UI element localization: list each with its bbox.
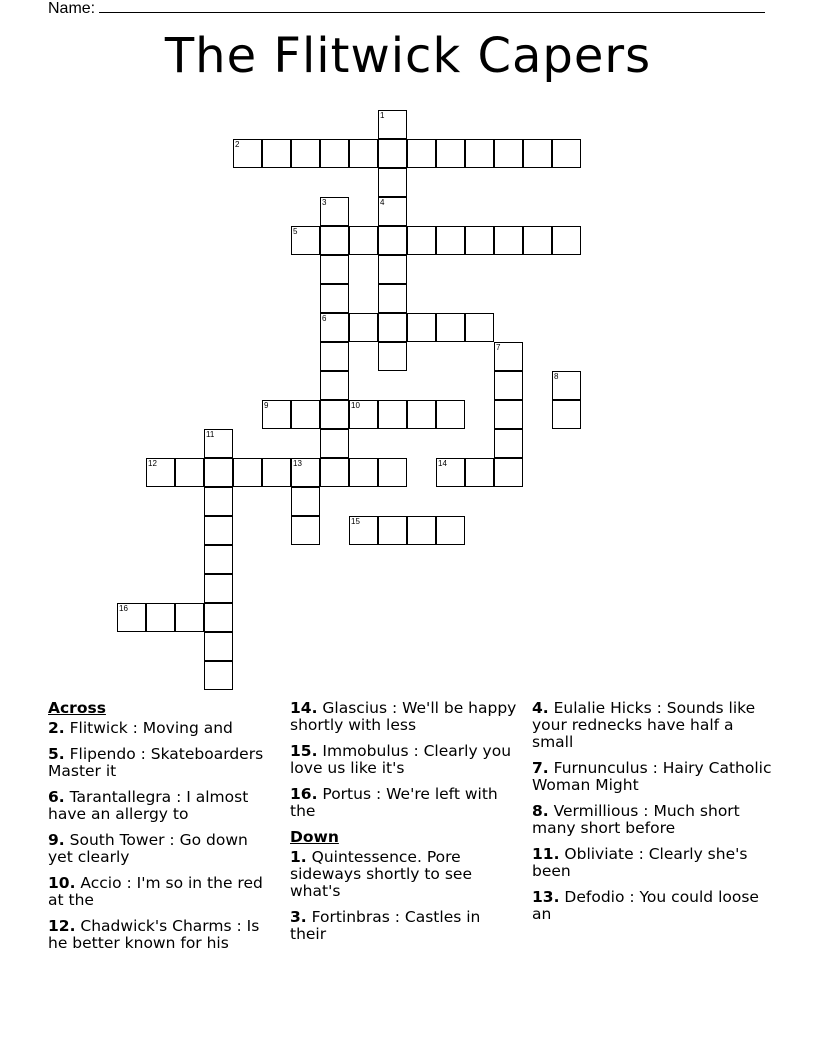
cell-number: 2 bbox=[235, 140, 240, 149]
clue-column-2 bbox=[290, 700, 518, 952]
grid-cell[interactable] bbox=[378, 458, 407, 487]
grid-cell[interactable] bbox=[204, 487, 233, 516]
grid-cell[interactable] bbox=[523, 226, 552, 255]
grid-cell[interactable] bbox=[204, 632, 233, 661]
grid-cell[interactable] bbox=[378, 342, 407, 371]
grid-cell[interactable] bbox=[494, 139, 523, 168]
grid-cell[interactable] bbox=[204, 574, 233, 603]
clue-column-1 bbox=[48, 700, 276, 961]
clue-down-11: 11. Obliviate : Clearly she's been bbox=[532, 845, 748, 880]
clue-across-16: 16. Portus : We're left with the bbox=[290, 785, 498, 820]
grid-cell[interactable] bbox=[204, 458, 233, 487]
grid-cell[interactable] bbox=[407, 516, 436, 545]
grid-cell[interactable] bbox=[320, 313, 349, 342]
grid-cell[interactable] bbox=[552, 371, 581, 400]
grid-cell[interactable] bbox=[436, 516, 465, 545]
grid-cell[interactable] bbox=[262, 139, 291, 168]
grid-cell[interactable] bbox=[291, 487, 320, 516]
grid-cell[interactable] bbox=[204, 429, 233, 458]
cell-number: 10 bbox=[351, 401, 360, 410]
cell-number: 4 bbox=[380, 198, 385, 207]
grid-cell[interactable] bbox=[465, 226, 494, 255]
grid-cell[interactable] bbox=[175, 603, 204, 632]
grid-cell[interactable] bbox=[291, 139, 320, 168]
grid-cell[interactable] bbox=[117, 603, 146, 632]
grid-cell[interactable] bbox=[320, 255, 349, 284]
grid-cell[interactable] bbox=[233, 458, 262, 487]
grid-cell[interactable] bbox=[204, 603, 233, 632]
grid-cell[interactable] bbox=[407, 313, 436, 342]
grid-cell[interactable] bbox=[146, 603, 175, 632]
grid-cell[interactable] bbox=[204, 661, 233, 690]
grid-cell[interactable] bbox=[378, 313, 407, 342]
clue-down-7: 7. Furnunculus : Hairy Catholic Woman Might bbox=[532, 759, 772, 794]
grid-cell[interactable] bbox=[407, 139, 436, 168]
clue-down-13: 13. Defodio : You could loose an bbox=[532, 888, 759, 923]
grid-cell[interactable] bbox=[552, 139, 581, 168]
grid-cell[interactable] bbox=[465, 313, 494, 342]
down-heading: Down bbox=[290, 828, 339, 846]
clue-down-1: 1. Quintessence. Pore sideways shortly to see what's bbox=[290, 848, 472, 900]
grid-cell[interactable] bbox=[552, 226, 581, 255]
clue-across-2: 2. Flitwick : Moving and bbox=[48, 719, 233, 737]
clue-down-8: 8. Vermillious : Much short many short before bbox=[532, 802, 740, 837]
grid-cell[interactable] bbox=[262, 400, 291, 429]
grid-cell[interactable] bbox=[204, 545, 233, 574]
grid-cell[interactable] bbox=[204, 516, 233, 545]
clue-across-6: 6. Tarantallegra : I almost have an allergy to bbox=[48, 788, 249, 823]
grid-cell[interactable] bbox=[378, 255, 407, 284]
grid-cell[interactable] bbox=[320, 342, 349, 371]
grid-cell[interactable] bbox=[407, 400, 436, 429]
grid-cell[interactable] bbox=[320, 197, 349, 226]
grid-cell[interactable] bbox=[436, 400, 465, 429]
grid-cell[interactable] bbox=[291, 516, 320, 545]
grid-cell[interactable] bbox=[436, 458, 465, 487]
clue-across-12: 12. Chadwick's Charms : Is he better known for his bbox=[48, 917, 260, 952]
grid-cell[interactable] bbox=[436, 313, 465, 342]
grid-cell[interactable] bbox=[349, 458, 378, 487]
grid-cell[interactable] bbox=[494, 226, 523, 255]
cell-number: 9 bbox=[264, 401, 269, 410]
cell-number: 8 bbox=[554, 372, 559, 381]
grid-cell[interactable] bbox=[349, 226, 378, 255]
cell-number: 12 bbox=[148, 459, 157, 468]
cell-number: 15 bbox=[351, 517, 360, 526]
grid-cell[interactable] bbox=[436, 139, 465, 168]
grid-cell[interactable] bbox=[494, 429, 523, 458]
clue-column-3 bbox=[532, 700, 772, 932]
grid-cell[interactable] bbox=[349, 139, 378, 168]
grid-cell[interactable] bbox=[291, 226, 320, 255]
cell-number: 13 bbox=[293, 459, 302, 468]
grid-cell[interactable] bbox=[552, 400, 581, 429]
grid-cell[interactable] bbox=[320, 284, 349, 313]
grid-cell[interactable] bbox=[233, 139, 262, 168]
clue-across-5: 5. Flipendo : Skateboarders Master it bbox=[48, 745, 264, 780]
across-heading: Across bbox=[48, 699, 106, 717]
grid-cell[interactable] bbox=[349, 313, 378, 342]
cell-number: 5 bbox=[293, 227, 298, 236]
grid-cell[interactable] bbox=[436, 226, 465, 255]
grid-cell[interactable] bbox=[175, 458, 204, 487]
grid-cell[interactable] bbox=[320, 139, 349, 168]
cell-number: 16 bbox=[119, 604, 128, 613]
grid-cell[interactable] bbox=[378, 516, 407, 545]
cell-number: 7 bbox=[496, 343, 501, 352]
grid-cell[interactable] bbox=[494, 400, 523, 429]
cell-number: 6 bbox=[322, 314, 327, 323]
grid-cell[interactable] bbox=[378, 284, 407, 313]
clue-down-4: 4. Eulalie Hicks : Sounds like your rednecks have half a small bbox=[532, 699, 756, 751]
grid-cell[interactable] bbox=[494, 458, 523, 487]
grid-cell[interactable] bbox=[378, 226, 407, 255]
grid-cell[interactable] bbox=[378, 168, 407, 197]
grid-cell[interactable] bbox=[320, 226, 349, 255]
cell-number: 1 bbox=[380, 111, 385, 120]
grid-cell[interactable] bbox=[349, 400, 378, 429]
clue-across-14: 14. Glascius : We'll be happy shortly with less bbox=[290, 699, 517, 734]
grid-cell[interactable] bbox=[378, 139, 407, 168]
grid-cell[interactable] bbox=[349, 516, 378, 545]
grid-cell[interactable] bbox=[465, 458, 494, 487]
name-label: Name: bbox=[48, 0, 96, 17]
cell-number: 3 bbox=[322, 198, 327, 207]
grid-cell[interactable] bbox=[320, 429, 349, 458]
grid-cell[interactable] bbox=[523, 139, 552, 168]
puzzle-title: The Flitwick Capers bbox=[164, 28, 652, 84]
cell-number: 11 bbox=[206, 430, 215, 439]
grid-cell[interactable] bbox=[320, 458, 349, 487]
clue-across-9: 9. South Tower : Go down yet clearly bbox=[48, 831, 248, 866]
grid-cell[interactable] bbox=[378, 400, 407, 429]
grid-cell[interactable] bbox=[291, 400, 320, 429]
grid-cell[interactable] bbox=[407, 226, 436, 255]
cell-number: 14 bbox=[438, 459, 447, 468]
grid-cell[interactable] bbox=[378, 110, 407, 139]
grid-cell[interactable] bbox=[494, 371, 523, 400]
grid-cell[interactable] bbox=[291, 458, 320, 487]
clue-across-15: 15. Immobulus : Clearly you love us like it's bbox=[290, 742, 512, 777]
grid-cell[interactable] bbox=[465, 139, 494, 168]
clue-down-3: 3. Fortinbras : Castles in their bbox=[290, 908, 481, 943]
grid-cell[interactable] bbox=[320, 400, 349, 429]
grid-cell[interactable] bbox=[320, 371, 349, 400]
grid-cell[interactable] bbox=[494, 342, 523, 371]
grid-cell[interactable] bbox=[378, 197, 407, 226]
grid-cell[interactable] bbox=[262, 458, 291, 487]
grid-cell[interactable] bbox=[146, 458, 175, 487]
clue-across-10: 10. Accio : I'm so in the red at the bbox=[48, 874, 263, 909]
